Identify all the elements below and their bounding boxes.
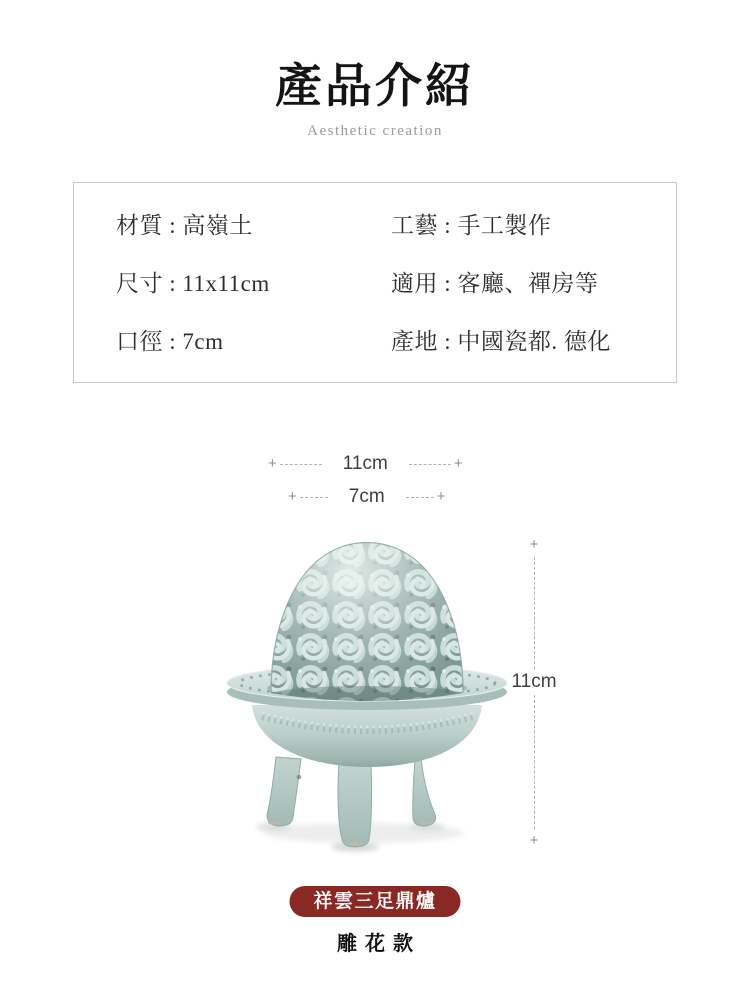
style-label: 雕花款 [337,933,421,955]
dim-dash-line [300,497,328,498]
spec-caliber: 口徑 : 7cm [116,328,224,354]
spec-size: 尺寸 : 11x11cm [116,270,270,296]
dim-dash-line [409,464,451,465]
spec-material: 材質 : 高嶺土 [116,212,253,238]
spec-origin: 產地 : 中國瓷都. 德化 [391,328,611,354]
dim-tick-icon: + [288,488,297,505]
spec-table [73,182,677,383]
dim-tick-icon: + [529,832,539,849]
vent-hole [297,775,302,780]
height-label: 11cm [511,671,557,692]
inner-width-label: 7cm [348,486,385,507]
header [0,62,750,140]
dim-tick-icon: + [436,488,446,505]
outer-width-label: 11cm [342,453,388,474]
spec-usage: 適用 : 客廳、禪房等 [391,270,599,296]
dimension-inner-width [288,487,445,507]
product-name-badge: 祥雲三足鼎爐 [289,886,460,917]
dim-tick-icon: + [268,455,277,472]
dimension-height [508,536,560,850]
dim-tick-icon: + [453,455,463,472]
censer-product-image [222,535,514,857]
dim-tick-icon: + [529,536,539,553]
dimension-outer-width [268,454,463,474]
dim-dash-line [280,464,322,465]
dim-dash-line [534,557,535,669]
spec-craft: 工藝 : 手工製作 [391,212,552,238]
page-subtitle: Aesthetic creation [307,122,443,139]
dim-dash-line [534,695,535,829]
openwork-dome-lid [262,535,474,715]
dim-dash-line [406,497,434,498]
page-title: 產品介紹 [275,61,475,113]
